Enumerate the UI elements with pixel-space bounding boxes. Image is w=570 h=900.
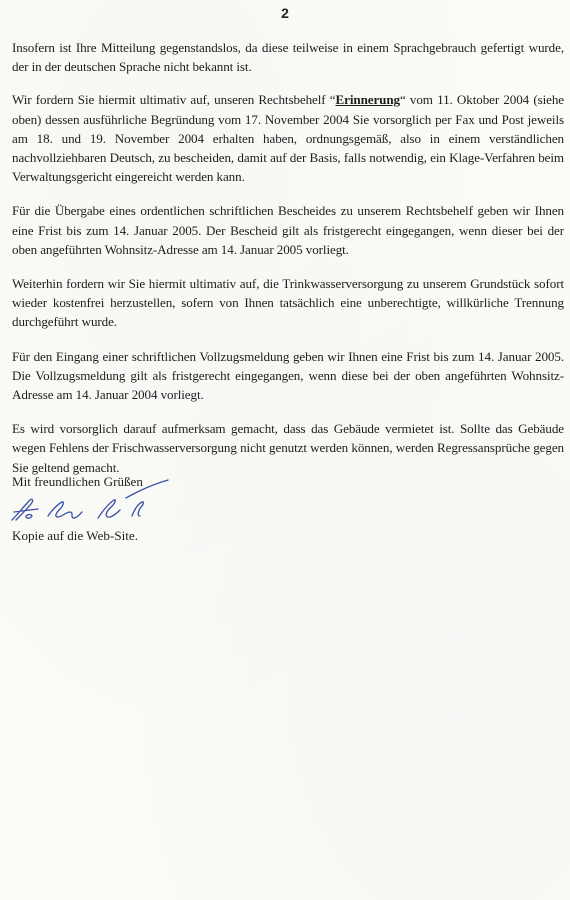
- paragraph-4: Weiterhin fordern wir Sie hiermit ultimativ auf, die Trinkwasserversorgung zu unserem Grundstück sofort wieder kostenfrei herzustellen, sofern von Ihnen tatsächlich eine unberechtigte, willkürliche Trennung durchgeführt wurde.: [12, 276, 564, 330]
- paragraph-2: [12, 90, 564, 186]
- handwritten-signature: [4, 476, 174, 528]
- paragraph-2-text-before: Wir fordern Sie hiermit ultimativ auf, unseren Rechtsbehelf “: [12, 92, 336, 108]
- paragraph-6: Es wird vorsorglich darauf aufmerksam gemacht, dass das Gebäude vermietet ist. Sollte das Gebäude wegen Fehlens der Frischwasserversorgung nicht genutzt werden können, werden Regressansprüche gegen Sie geltend gemacht.: [12, 421, 564, 475]
- paragraph-5: Für den Eingang einer schriftlichen Vollzugsmeldung geben wir Ihnen eine Frist bis zum 14. Januar 2005. Die Vollzugsmeldung gilt als fristgerecht eingegangen, wenn diese bei der oben angeführten Wohnsitz-Adresse am 14. Januar 2004 vorliegt.: [12, 348, 564, 403]
- page-number: 2: [281, 5, 289, 21]
- letter-body: [12, 38, 564, 490]
- paragraph-1: Insofern ist Ihre Mitteilung gegenstandslos, da diese teilweise in einem Sprachgebrauch gefertigt wurde, der in der deutschen Sprache nicht bekannt ist.: [12, 40, 564, 75]
- closing-greeting: Mit freundlichen Grüßen: [12, 474, 143, 489]
- paragraph-3: Für die Übergabe eines ordentlichen schriftlichen Bescheides zu unserem Rechtsbehelf geben wir Ihnen eine Frist bis zum 14. Januar 2005. Der Bescheid gilt als fristgerecht eingegangen, wenn dieser bei der oben angeführten Wohnsitz-Adresse am 14. Januar 2005 vorliegt.: [12, 203, 564, 257]
- erinnerung-emphasis: Erinnerung: [335, 92, 400, 108]
- paragraph-2-text-after: “ vom 11. Oktober 2004 (siehe oben) dessen ausführliche Begründung vom 17. November 2004 Sie vorsorglich per Fax und Post jeweils am 18. und 19. November 2004 erhalten haben, ordnungsgemäß, also in einem verständlichen nachvollziehbaren Deutsch, zu bescheiden, damit auf der Basis, falls notwendig, ein Klage-Verfahren beim Verwaltungsgericht eingereicht werden kann.: [12, 92, 564, 185]
- copy-note: Kopie auf die Web-Site.: [12, 528, 138, 543]
